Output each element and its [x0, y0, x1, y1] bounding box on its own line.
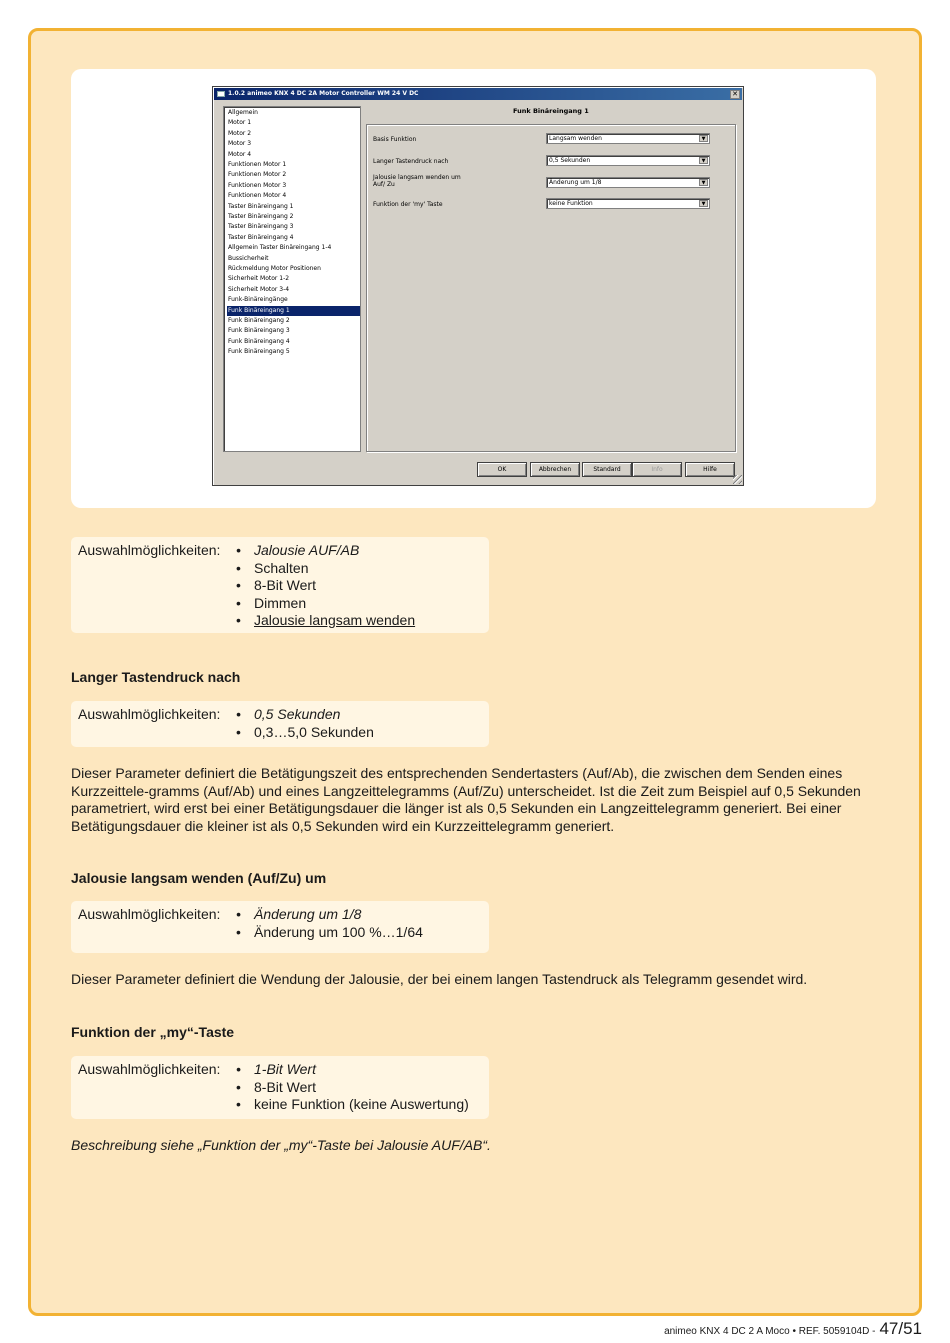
param-label: Jalousie langsam wenden um Auf/ Zu [373, 174, 461, 188]
help-button[interactable]: Hilfe [685, 462, 735, 477]
reference-note: Beschreibung siehe „Funktion der „my“-Taste bei Jalousie AUF/AB“. [71, 1137, 491, 1153]
tree-item[interactable]: Funk Binäreingang 2 [228, 317, 290, 324]
tree-item[interactable]: Motor 2 [228, 129, 252, 137]
tree-item[interactable]: Allgemein Taster Binäreingang 1-4 [228, 244, 332, 252]
tree-item[interactable]: Funktionen Motor 1 [228, 161, 287, 168]
tree-item[interactable]: Taster Binäreingang 2 [228, 213, 294, 220]
select-value: 0,5 Sekunden [549, 157, 591, 164]
option-item: • Änderung um 1/8 [236, 906, 423, 924]
tree-item[interactable]: Funk-Binäreingänge [228, 296, 288, 304]
tree-item[interactable]: Bussicherheit [228, 254, 269, 262]
option-item: • keine Funktion (keine Auswertung) [236, 1096, 469, 1114]
options-box-jalousie [71, 901, 489, 953]
cancel-button[interactable]: Abbrechen [530, 462, 580, 477]
resize-grip-icon[interactable] [733, 475, 742, 484]
option-item: • Schalten [236, 560, 415, 578]
section-heading: Jalousie langsam wenden (Auf/Zu) um [71, 870, 327, 886]
option-item: • 0,3…5,0 Sekunden [236, 724, 374, 742]
tree-item[interactable]: Taster Binäreingang 3 [228, 223, 294, 231]
options-box-basis-funktion [71, 537, 489, 633]
tree-item[interactable]: Rückmeldung Motor Positionen [228, 265, 321, 272]
footer-reference: animeo KNX 4 DC 2 A Moco • REF. 5059104D - [664, 1326, 876, 1337]
tree-item-selected[interactable]: Funk Binäreingang 1 [227, 306, 360, 316]
options-box-tastendruck [71, 701, 489, 747]
tree-item[interactable]: Allgemein [228, 109, 258, 116]
dialog-title: 1.0.2 animeo KNX 4 DC 2A Motor Controller WM 24 V DC [228, 90, 419, 97]
param-label: Funktion der 'my' Taste [373, 201, 443, 208]
section-heading: Langer Tastendruck nach [71, 669, 241, 685]
options-box-my-taste [71, 1056, 489, 1119]
option-item: • 0,5 Sekunden [236, 706, 374, 724]
parameter-dialog [212, 86, 744, 486]
select-value: Langsam wenden [549, 135, 602, 142]
page-number: 47/51 [879, 1319, 922, 1338]
option-item: • Dimmen [236, 595, 415, 613]
tree-item[interactable]: Taster Binäreingang 1 [228, 202, 294, 210]
page-frame [28, 28, 922, 1316]
parameter-tree [223, 106, 361, 452]
tree-item[interactable]: Funktionen Motor 3 [228, 181, 287, 189]
tree-item[interactable]: Motor 3 [228, 140, 252, 148]
chevron-down-icon[interactable]: ▼ [699, 200, 708, 207]
options-list [236, 906, 423, 941]
choices-label: Auswahlmöglichkeiten: [78, 706, 221, 722]
dialog-titlebar [214, 88, 742, 100]
tree-item[interactable]: Motor 4 [228, 150, 252, 158]
close-button[interactable]: ✕ [730, 90, 740, 99]
option-item: • Jalousie langsam wenden [236, 612, 415, 630]
chevron-down-icon[interactable]: ▼ [699, 179, 708, 186]
tree-item[interactable]: Sicherheit Motor 1-2 [228, 275, 290, 283]
parameter-panel [366, 124, 736, 452]
tree-item[interactable]: Motor 1 [228, 119, 252, 127]
jalousie-wenden-select[interactable] [546, 177, 710, 188]
ok-button[interactable]: OK [477, 462, 527, 477]
tree-item[interactable]: Funk Binäreingang 3 [228, 327, 290, 335]
option-item: • 1-Bit Wert [236, 1061, 469, 1079]
tree-item[interactable]: Taster Binäreingang 4 [228, 233, 294, 241]
options-list [236, 1061, 469, 1114]
options-list [236, 706, 374, 741]
select-value: Änderung um 1/8 [549, 179, 602, 186]
option-item: • Jalousie AUF/AB [236, 542, 415, 560]
chevron-down-icon[interactable]: ▼ [699, 157, 708, 164]
option-item: • 8-Bit Wert [236, 1079, 469, 1097]
langer-tastendruck-select[interactable] [546, 155, 710, 166]
tree-item[interactable]: Funktionen Motor 4 [228, 192, 287, 200]
section-heading: Funktion der „my“-Taste [71, 1024, 235, 1040]
tree-item[interactable]: Funk Binäreingang 5 [228, 348, 290, 356]
tree-item[interactable]: Sicherheit Motor 3-4 [228, 285, 290, 293]
basis-funktion-select[interactable] [546, 133, 710, 144]
option-item: • Änderung um 100 %…1/64 [236, 924, 423, 942]
section-description: Dieser Parameter definiert die Betätigungszeit des entsprechenden Sendertasters (Auf/Ab), die zwischen dem Senden eines Kurzzeittele-gramms (Auf/Ab) und eines Langzeittelegramms (Auf/Zu) unterscheidet. Ist die Zeit zum Beispiel auf 0,5 Sekunden parametriert, wird erst bei einer Betätigungsdauer die länger ist als 0,5 Sekunden ein Langzeittelegramm generiert. Bei einer Betätigungsdauer die kleiner ist als 0,5 Sekunden wird ein Kurzzeittelegramm generiert. [71, 765, 861, 834]
screenshot-card [71, 69, 876, 508]
param-label: Langer Tastendruck nach [373, 158, 449, 165]
panel-title: Funk Binäreingang 1 [513, 107, 589, 115]
options-list [236, 542, 415, 630]
my-taste-select[interactable] [546, 198, 710, 209]
chevron-down-icon[interactable]: ▼ [699, 135, 708, 142]
select-value: keine Funktion [549, 200, 593, 207]
choices-label: Auswahlmöglichkeiten: [78, 906, 221, 922]
tree-item[interactable]: Funktionen Motor 2 [228, 171, 287, 179]
info-button[interactable]: Info [632, 462, 682, 477]
choices-label: Auswahlmöglichkeiten: [78, 542, 221, 558]
param-label: Basis Funktion [373, 136, 417, 143]
standard-button[interactable]: Standard [582, 462, 632, 477]
tree-item[interactable]: Funk Binäreingang 4 [228, 337, 290, 345]
page-footer [664, 1319, 922, 1339]
option-item: • 8-Bit Wert [236, 577, 415, 595]
choices-label: Auswahlmöglichkeiten: [78, 1061, 221, 1077]
section-description: Dieser Parameter definiert die Wendung der Jalousie, der bei einem langen Tastendruck als Telegramm gesendet wird. [71, 971, 808, 987]
window-icon [217, 91, 225, 97]
